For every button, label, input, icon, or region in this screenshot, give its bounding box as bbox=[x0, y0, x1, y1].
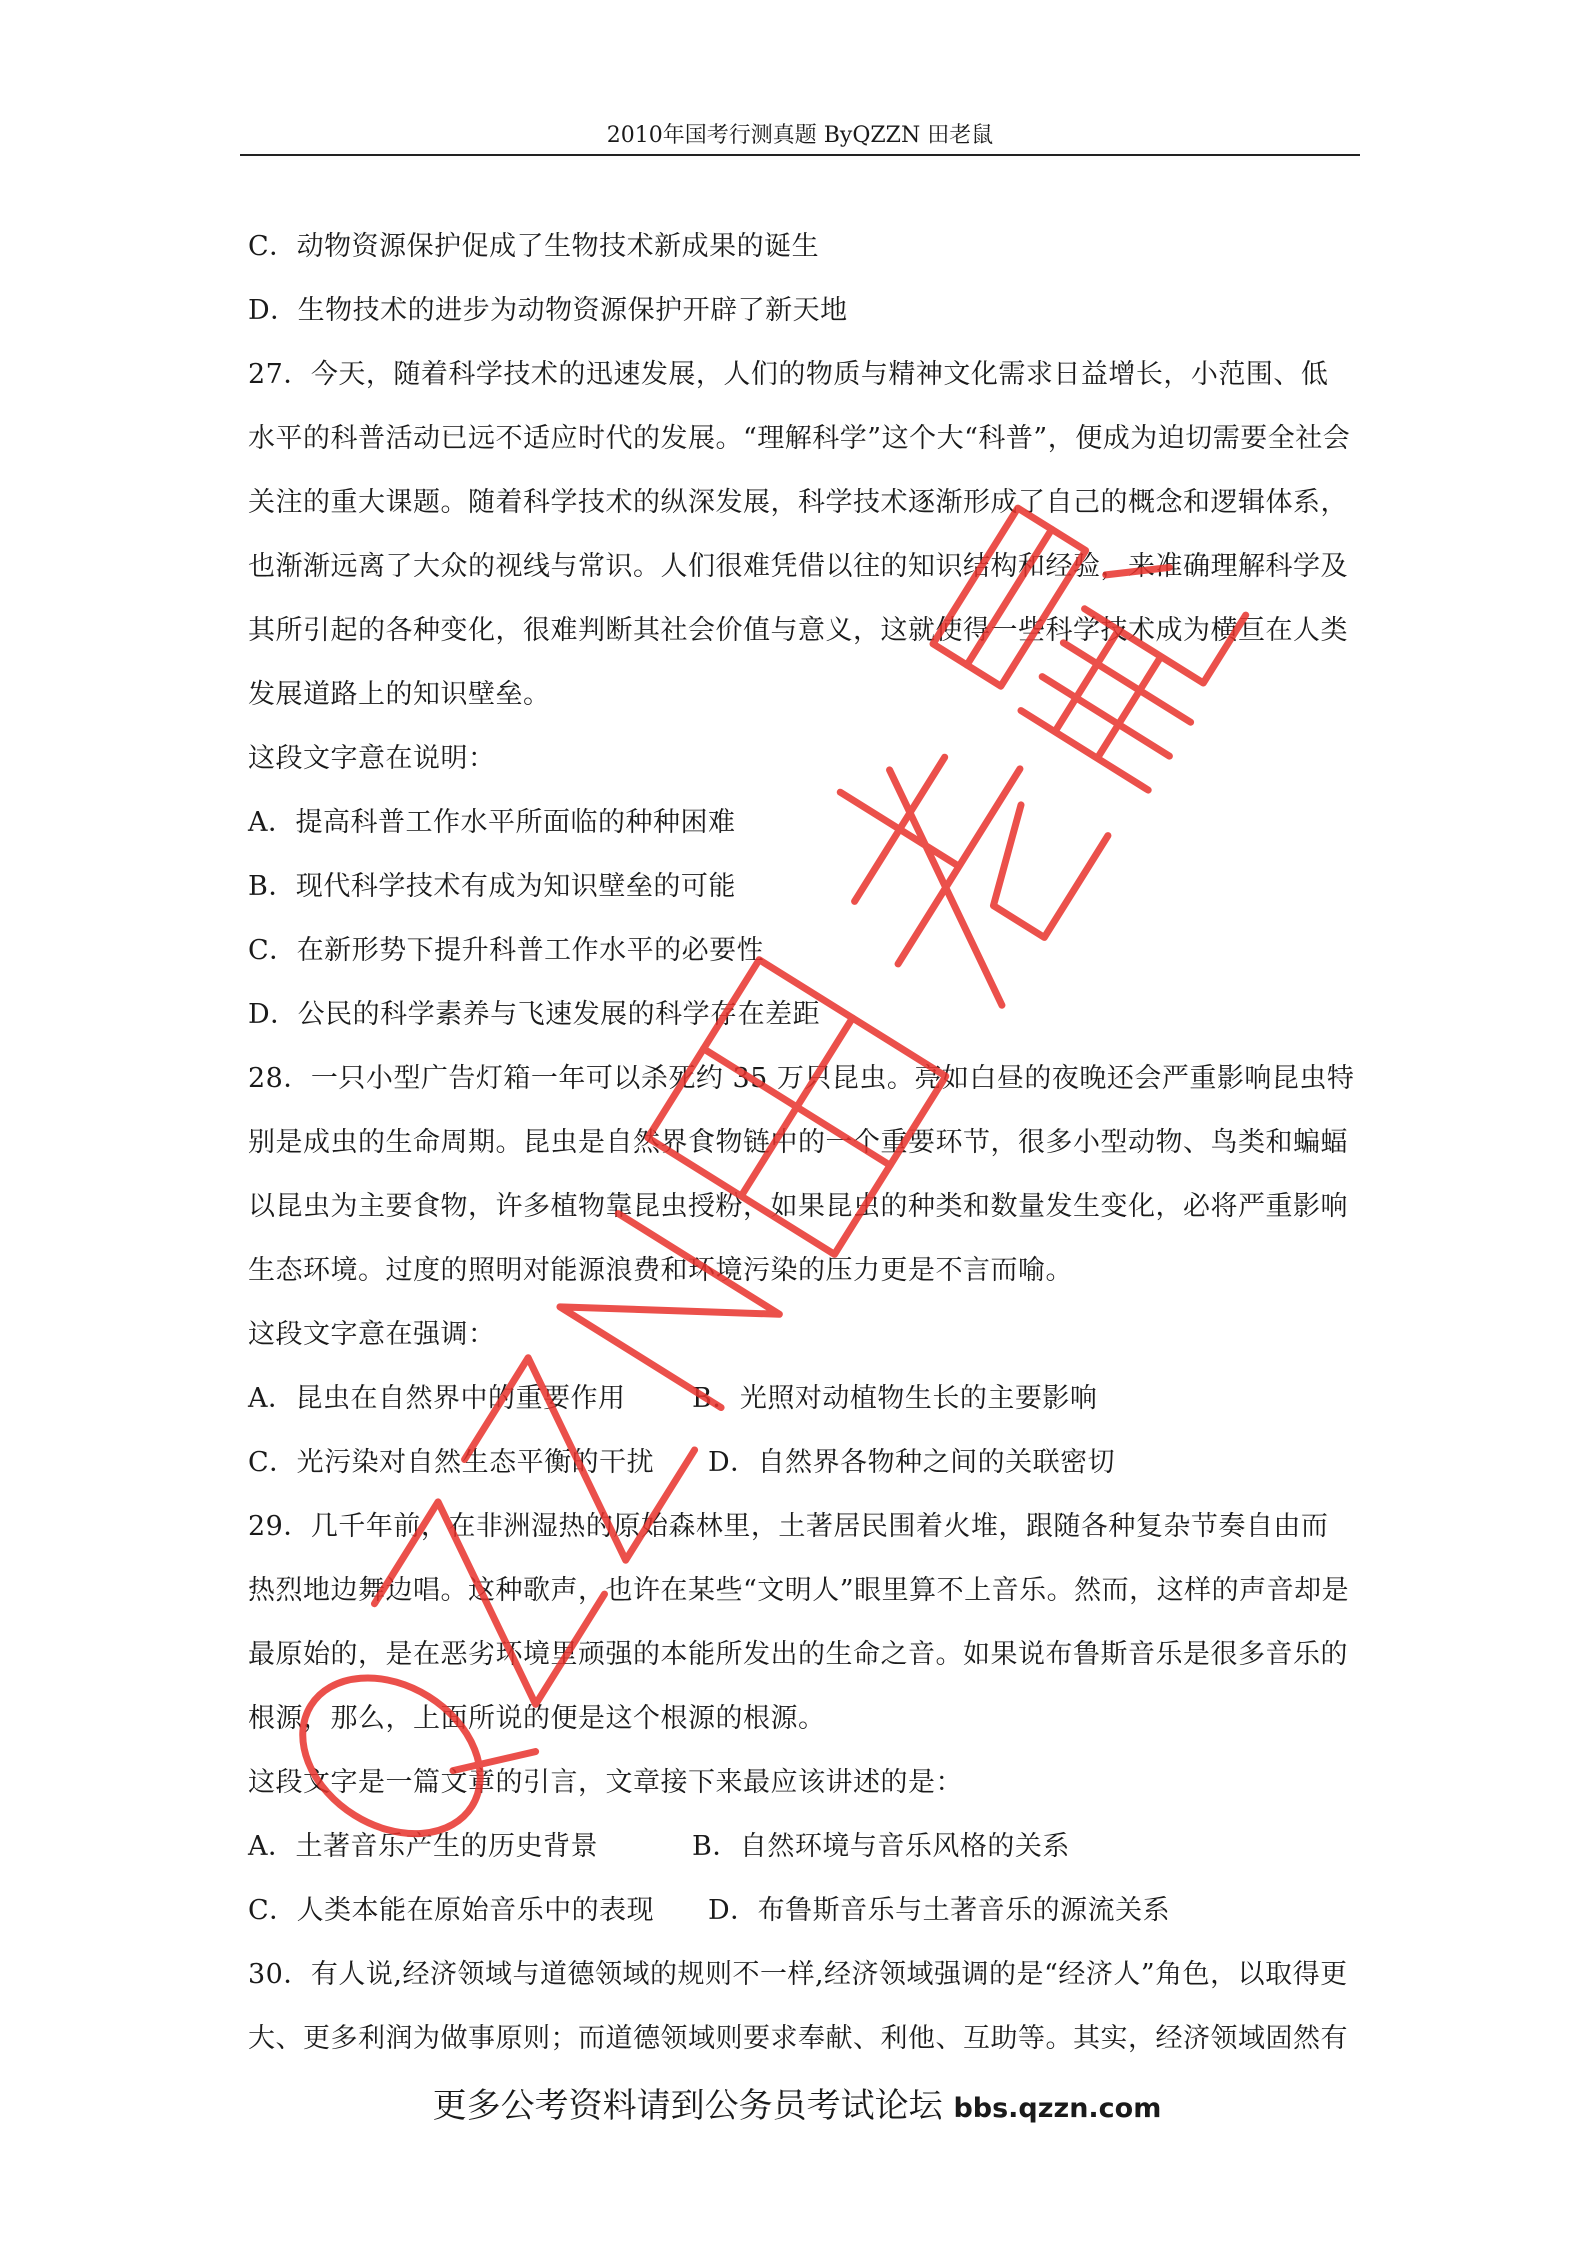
question-27-line-3: 关注的重大课题。随着科学技术的纵深发展，科学技术逐渐形成了自己的概念和逻辑体系， bbox=[248, 487, 1348, 518]
question-29-line-2: 热烈地边舞边唱。这种歌声，也许在某些“文明人”眼里算不上音乐。然而，这样的声音却是 bbox=[248, 1575, 1350, 1606]
page-footer bbox=[0, 2078, 1594, 2127]
header-rule bbox=[240, 154, 1360, 156]
question-27-line-5: 其所引起的各种变化，很难判断其社会价值与意义，这就使得一些科学技术成为横亘在人类 bbox=[248, 615, 1348, 646]
option-c-q28: C．光污染对自然生态平衡的干扰 bbox=[248, 1447, 655, 1478]
option-a-q29: A．土著音乐产生的历史背景 bbox=[248, 1831, 598, 1862]
options-cd-q28 bbox=[248, 1431, 1368, 1495]
question-27-prompt: 这段文字意在说明： bbox=[248, 743, 496, 774]
question-28-line-3: 以昆虫为主要食物，许多植物靠昆虫授粉，如果昆虫的种类和数量发生变化，必将严重影响 bbox=[248, 1191, 1348, 1222]
option-b-q28: B．光照对动植物生长的主要影响 bbox=[692, 1383, 1098, 1414]
question-29-line-1: 29．几千年前，在非洲湿热的原始森林里，土著居民围着火堆，跟随各种复杂节奏自由而 bbox=[248, 1511, 1329, 1542]
option-d-q26: D．生物技术的进步为动物资源保护开辟了新天地 bbox=[248, 295, 848, 326]
question-27-line-4: 也渐渐远离了大众的视线与常识。人们很难凭借以往的知识结构和经验，来准确理解科学及 bbox=[248, 551, 1348, 582]
question-28-prompt: 这段文字意在强调： bbox=[248, 1319, 496, 1350]
option-c-q27: C．在新形势下提升科普工作水平的必要性 bbox=[248, 935, 765, 966]
footer-link[interactable]: bbs.qzzn.com bbox=[953, 2093, 1162, 2124]
option-d-q28: D．自然界各物种之间的关联密切 bbox=[708, 1447, 1116, 1478]
option-a-q28: A．昆虫在自然界中的重要作用 bbox=[248, 1383, 626, 1414]
question-27-line-2: 水平的科普活动已远不适应时代的发展。“理解科学”这个大“科普”，便成为迫切需要全社会 bbox=[248, 423, 1351, 454]
question-29-line-4: 根源，那么，上面所说的便是这个根源的根源。 bbox=[248, 1703, 826, 1734]
page-header: 2010年国考行测真题 ByQZZN 田老鼠 bbox=[606, 123, 994, 148]
options-ab-q28 bbox=[248, 1367, 1368, 1431]
option-c-q26: C．动物资源保护促成了生物技术新成果的诞生 bbox=[248, 231, 820, 262]
question-27-line-1: 27．今天，随着科学技术的迅速发展，人们的物质与精神文化需求日益增长，小范围、低 bbox=[248, 359, 1329, 390]
option-b-q29: B．自然环境与音乐风格的关系 bbox=[692, 1831, 1070, 1862]
option-b-q27: B．现代科学技术有成为知识壁垒的可能 bbox=[248, 871, 736, 902]
question-29-line-3: 最原始的，是在恶劣环境里顽强的本能所发出的生命之音。如果说布鲁斯音乐是很多音乐的 bbox=[248, 1639, 1348, 1670]
options-ab-q29 bbox=[248, 1815, 1368, 1879]
document-body bbox=[248, 215, 1368, 2071]
option-c-q29: C．人类本能在原始音乐中的表现 bbox=[248, 1895, 655, 1926]
question-28-line-4: 生态环境。过度的照明对能源浪费和环境污染的压力更是不言而喻。 bbox=[248, 1255, 1073, 1286]
option-a-q27: A．提高科普工作水平所面临的种种困难 bbox=[248, 807, 736, 838]
question-29-prompt: 这段文字是一篇文章的引言，文章接下来最应该讲述的是： bbox=[248, 1767, 963, 1798]
question-30-line-2: 大、更多利润为做事原则；而道德领域则要求奉献、利他、互助等。其实，经济领域固然有 bbox=[248, 2023, 1348, 2054]
question-30-line-1: 30．有人说,经济领域与道德领域的规则不一样,经济领域强调的是“经济人”角色，以取得更 bbox=[248, 1959, 1348, 1990]
footer-text: 更多公考资料请到公务员考试论坛 bbox=[432, 2086, 954, 2126]
options-cd-q29 bbox=[248, 1879, 1368, 1943]
option-d-q27: D．公民的科学素养与飞速发展的科学存在差距 bbox=[248, 999, 821, 1030]
question-28-line-1: 28．一只小型广告灯箱一年可以杀死约 35 万只昆虫。亮如白昼的夜晚还会严重影响昆虫特 bbox=[248, 1063, 1355, 1094]
question-27-line-6: 发展道路上的知识壁垒。 bbox=[248, 679, 551, 710]
question-28-line-2: 别是成虫的生命周期。昆虫是自然界食物链中的一个重要环节，很多小型动物、鸟类和蝙蝠 bbox=[248, 1127, 1348, 1158]
option-d-q29: D．布鲁斯音乐与土著音乐的源流关系 bbox=[708, 1895, 1171, 1926]
